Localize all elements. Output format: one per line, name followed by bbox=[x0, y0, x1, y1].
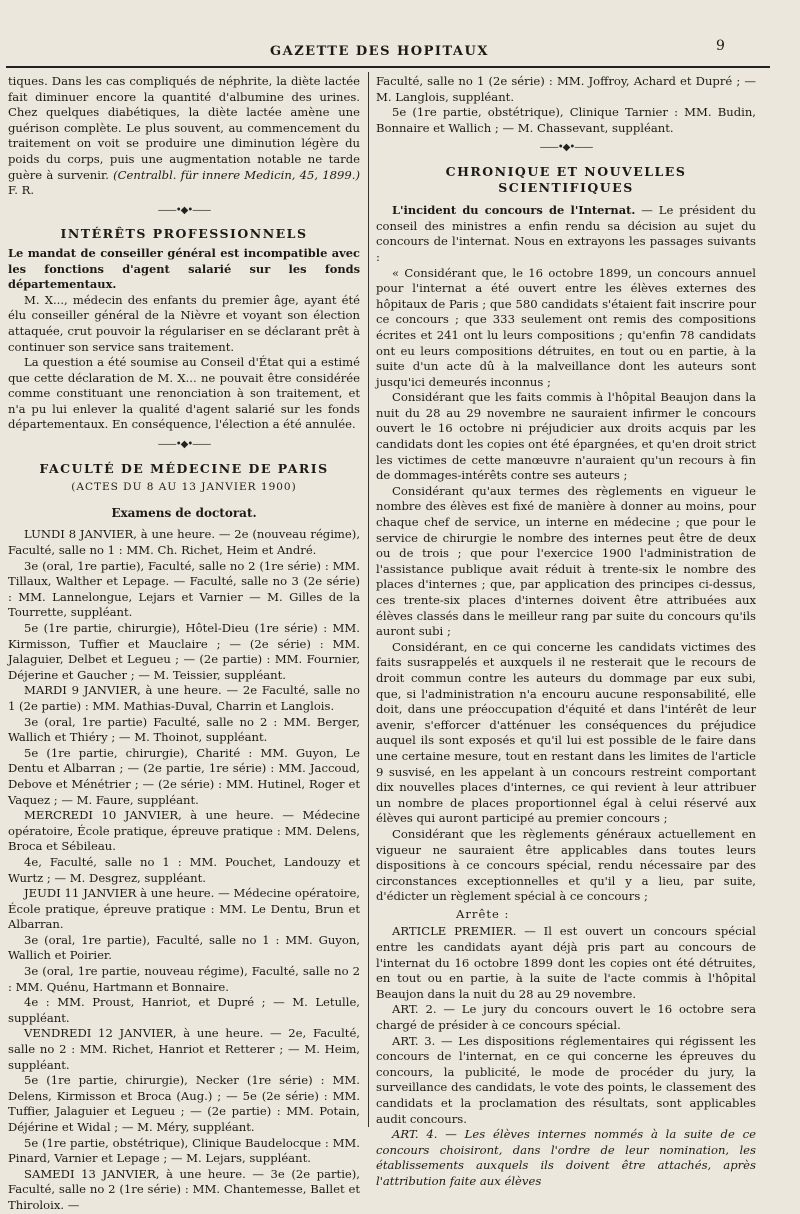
section-title-interets: INTÉRÊTS PROFESSIONNELS bbox=[60, 226, 308, 242]
ornament-divider: ——•◆•—— bbox=[157, 439, 211, 451]
article-2: ART. 2. — Le jury du concours ouvert le 16 octobre sera chargé de présider à ce concours spécial. bbox=[376, 1002, 756, 1033]
left-column bbox=[8, 74, 360, 1214]
article-3: ART. 3. — Les dispositions réglementaires qui régissent les concours de l'internat, en ce qui concerne les épreuves du concours, la publicité, le mode de procéder du jury, la surveillance des candidats, le vote des points, le classement des candidats et la proclamation des résultats, sont applicables audit concours. bbox=[376, 1033, 756, 1126]
page-header bbox=[0, 38, 800, 68]
exam-day: MERCREDI 10 JANVIER, à une heure. — Médecine opératoire, École pratique, épreuve pratique : MM. Delens, Broca et Sébileau. bbox=[8, 808, 360, 854]
article-4: ART. 4. — Les élèves internes nommés à la suite de ce concours choisiront, dans l'ordre de leur nomination, les établissements auxquels ils doivent être attachés, après l'attribution faite aux élèves bbox=[376, 1127, 756, 1188]
exam-entry: 3e (oral, 1re partie), Faculté, salle no 2 (1re série) : MM. Tillaux, Walther et Lepage. — Faculté, salle no 3 (2e série) : MM. Lannelongue, Lejars et Varnier — M. Gilles de la Tourrette, suppléant. bbox=[8, 558, 360, 620]
exam-day: LUNDI 8 JANVIER, à une heure. — 2e (nouveau régime), Faculté, salle no 1 : MM. Ch. Richet, Heim et André. bbox=[8, 527, 360, 558]
intro-citation: (Centralbl. für innere Medicin, 45, 1899.) bbox=[113, 167, 360, 182]
page-number: 9 bbox=[716, 38, 725, 54]
exam-day: MARDI 9 JANVIER, à une heure. — 2e Faculté, salle no 1 (2e partie) : MM. Mathias-Duval, Charrin et Langlois. bbox=[8, 683, 360, 713]
exam-entry: 3e (oral, 1re partie, nouveau régime), Faculté, salle no 2 : MM. Quénu, Hartmann et Bonnaire. bbox=[8, 964, 360, 994]
exam-entry: 3e (oral, 1re partie), Faculté, salle no 1 : MM. Guyon, Wallich et Poirier. bbox=[8, 932, 360, 963]
ornament-divider: ——•◆•—— bbox=[157, 204, 211, 216]
running-head: GAZETTE DES HOPITAUX bbox=[270, 44, 489, 59]
paragraph: M. X..., médecin des enfants du premier âge, ayant été élu conseiller général de la Nièvre et voyant son élection attaquée, crut pouvoir la régulariser en se déclarant prêt à continuer son service sans traitement. bbox=[8, 292, 360, 354]
decision-paragraph: « Considérant que, le 16 octobre 1899, un concours annuel pour l'internat a été ouvert entre les élèves externes des hôpitaux de Paris ; que 580 candidats s'étaient fait inscrire pour ce concours ; que 333 seulement ont remis des compositions écrites et 241 ont lu leurs compositions ; qu'enfin 78 candidats ont eu leurs compositions détruites, en tout ou en partie, à la suite d'un acte dû à la malveillance dont les auteurs sont jusqu'ici demeurés inconnus ; bbox=[376, 265, 756, 389]
section-lead: Le mandat de conseiller général est incompatible avec les fonctions d'agent salarié sur les fonds départementaux. bbox=[8, 245, 360, 292]
article-lead: L'incident du concours de l'Internat. — Le président du conseil des ministres a enfin rendu sa décision au sujet du concours de l'internat. Nous en extrayons les passages suivants : bbox=[376, 203, 756, 264]
decision-paragraph: Considérant que les faits commis à l'hôpital Beaujon dans la nuit du 28 au 29 novembre ne sauraient infirmer le concours ouvert le 16 octobre ni préjudicier aux droits acquis par les candidats dont les copies ont été épargnées, et qu'en droit strict les victimes de cette manœuvre n'auraient qu'un recours à fin de dommages-intérêts contre ses auteurs ; bbox=[376, 390, 756, 483]
ornament-divider: ——•◆•—— bbox=[539, 142, 593, 154]
article-1: ARTICLE PREMIER. — Il est ouvert un concours spécial entre les candidats ayant déjà pris part au concours de l'internat du 16 octobre 1899 dont les copies ont été détruites, en tout ou en partie, à la suite de l'acte commis à l'hôpital Beaujon dans la nuit du 28 au 29 novembre. bbox=[376, 924, 756, 1001]
section-title-chronique: CHRONIQUE ET NOUVELLES SCIENTIFIQUES bbox=[445, 163, 687, 195]
column-divider bbox=[368, 72, 369, 1127]
decision-paragraph: Considérant qu'aux termes des règlements en vigueur le nombre des élèves est fixé de manière à donner au moins, pour chaque chef de service, un interne en médecine ; que pour le service de chirurgie le nombre des internes peut être de deux ou de trois ; que pour l'exercice 1900 l'administration de l'assistance publique avait réduit à trente-six le nombre des places d'internes ; que, par application des principes ci-dessus, ces trente-six places d'internes doivent être attribuées aux élèves classés dans le meilleur rang par suite du concours qu'ils auront subi ; bbox=[376, 483, 756, 639]
exam-entry: 5e (1re partie, chirurgie), Hôtel-Dieu (1re série) : MM. Kirmisson, Tuffier et Mauclaire ; — (2e série) : MM. Jalaguier, Delbet et Legueu ; — (2e partie) : MM. Fournier, Déjerine et Gaucher ; — M. Teissier, suppléant. bbox=[8, 621, 360, 682]
exam-entry: 4e, Faculté, salle no 1 : MM. Pouchet, Landouzy et Wurtz ; — M. Desgrez, suppléant. bbox=[8, 854, 360, 885]
paragraph: La question a été soumise au Conseil d'État qui a estimé que cette déclaration de M. X... ne pouvait être considérée comme constituant une renonciation à son traitement, et n'a pu lui enlever la qualité d'agent salarié sur les fonds départementaux. En conséquence, l'élection a été annulée. bbox=[8, 355, 360, 432]
exam-entry: 5e (1re partie, obstétrique), Clinique Baudelocque : MM. Pinard, Varnier et Lepage ; — M. Lejars, suppléant. bbox=[8, 1135, 360, 1166]
decision-paragraph: Considérant, en ce qui concerne les candidats victimes des faits susrappelés et auxquels il ne resterait que le recours de droit commun contre les auteurs du dommage par eux subi, que, si l'administration n'a encouru aucune responsabilité, elle doit, dans une préoccupation d'équité et dans l'intérêt de leur avenir, s'efforcer d'atténuer les conséquences du préjudice auquel ils sont exposés et qu'il lui est possible de le faire dans une certaine mesure, tout en restant dans les limites de l'article 9 susvisé, en les appelant à un concours restreint comportant dix nouvelles places d'internes, ce qui revient à leur attribuer un nombre de places proportionnel égal à celui réservé aux élèves qui auront participé au premier concours ; bbox=[376, 639, 756, 826]
exam-entry: 5e (1re partie, obstétrique), Clinique Tarnier : MM. Budin, Bonnaire et Wallich ; — M. Chassevant, suppléant. bbox=[376, 105, 756, 135]
header-rule bbox=[6, 66, 770, 68]
exam-day: VENDREDI 12 JANVIER, à une heure. — 2e, Faculté, salle no 2 : MM. Richet, Hanriot et Retterer ; — M. Heim, suppléant. bbox=[8, 1026, 360, 1072]
article-lead-title: L'incident du concours de l'Internat. bbox=[392, 203, 636, 218]
intro-signature: F. R. bbox=[8, 183, 35, 198]
exam-heading: Examens de doctorat. bbox=[111, 505, 257, 520]
exam-entry: 4e : MM. Proust, Hanriot, et Dupré ; — M. Letulle, suppléant. bbox=[8, 995, 360, 1025]
arrete-heading: Arrête : bbox=[456, 906, 510, 921]
exam-day: SAMEDI 13 JANVIER, à une heure. — 3e (2e partie), Faculté, salle no 2 (1re série) : MM. Chantemesse, Ballet et Thiroloix. — bbox=[8, 1166, 360, 1212]
section-subtitle: (ACTES DU 8 AU 13 JANVIER 1900) bbox=[71, 481, 297, 494]
decision-paragraph: Considérant que les règlements généraux actuellement en vigueur ne sauraient être applicables dans toutes leurs dispositions à ce concours spécial, rendu nécessaire par des circonstances exceptionnelles et qu'il y a lieu, par suite, d'édicter un règlement spécial à ce concours ; bbox=[376, 826, 756, 904]
exam-entry: 5e (1re partie, chirurgie), Necker (1re série) : MM. Delens, Kirmisson et Broca (Aug.) ; — 5e (2e série) : MM. Tuffier, Jalaguier et Legueu ; — (2e partie) : MM. Potain, Déjérine et Widal ; — M. Méry, suppléant. bbox=[8, 1073, 360, 1134]
section-title-faculte: FACULTÉ DE MÉDECINE DE PARIS bbox=[39, 460, 329, 476]
exam-entry: 3e (oral, 1re partie) Faculté, salle no 2 : MM. Berger, Wallich et Thiéry ; — M. Thoinot, suppléant. bbox=[8, 714, 360, 745]
exam-entry: 5e (1re partie, chirurgie), Charité : MM. Guyon, Le Dentu et Albarran ; — (2e partie, 1re série) : MM. Jaccoud, Debove et Ménétrier ; — (2e série) : MM. Hutinel, Roger et Vaquez ; — M. Faure, suppléant. bbox=[8, 745, 360, 807]
intro-paragraph: tiques. Dans les cas compliqués de néphrite, la diète lactée fait diminuer encore la quantité d'albumine des urines. Chez quelques diabétiques, la diète lactée amène une guérison complète. Le plus souvent, au commencement du traitement on voit se produire une diminution légère du poids du corps, puis une augmentation notable ne tarde guère à survenir. (Centralbl. für innere Medicin, 45, 1899.) F. R. bbox=[8, 74, 360, 198]
exam-day: JEUDI 11 JANVIER à une heure. — Médecine opératoire, École pratique, épreuve pratique : MM. Le Dentu, Brun et Albarran. bbox=[8, 886, 360, 932]
exam-entry: Faculté, salle no 1 (2e série) : MM. Joffroy, Achard et Dupré ; — M. Langlois, suppléant. bbox=[376, 74, 756, 104]
right-column bbox=[376, 74, 756, 1190]
